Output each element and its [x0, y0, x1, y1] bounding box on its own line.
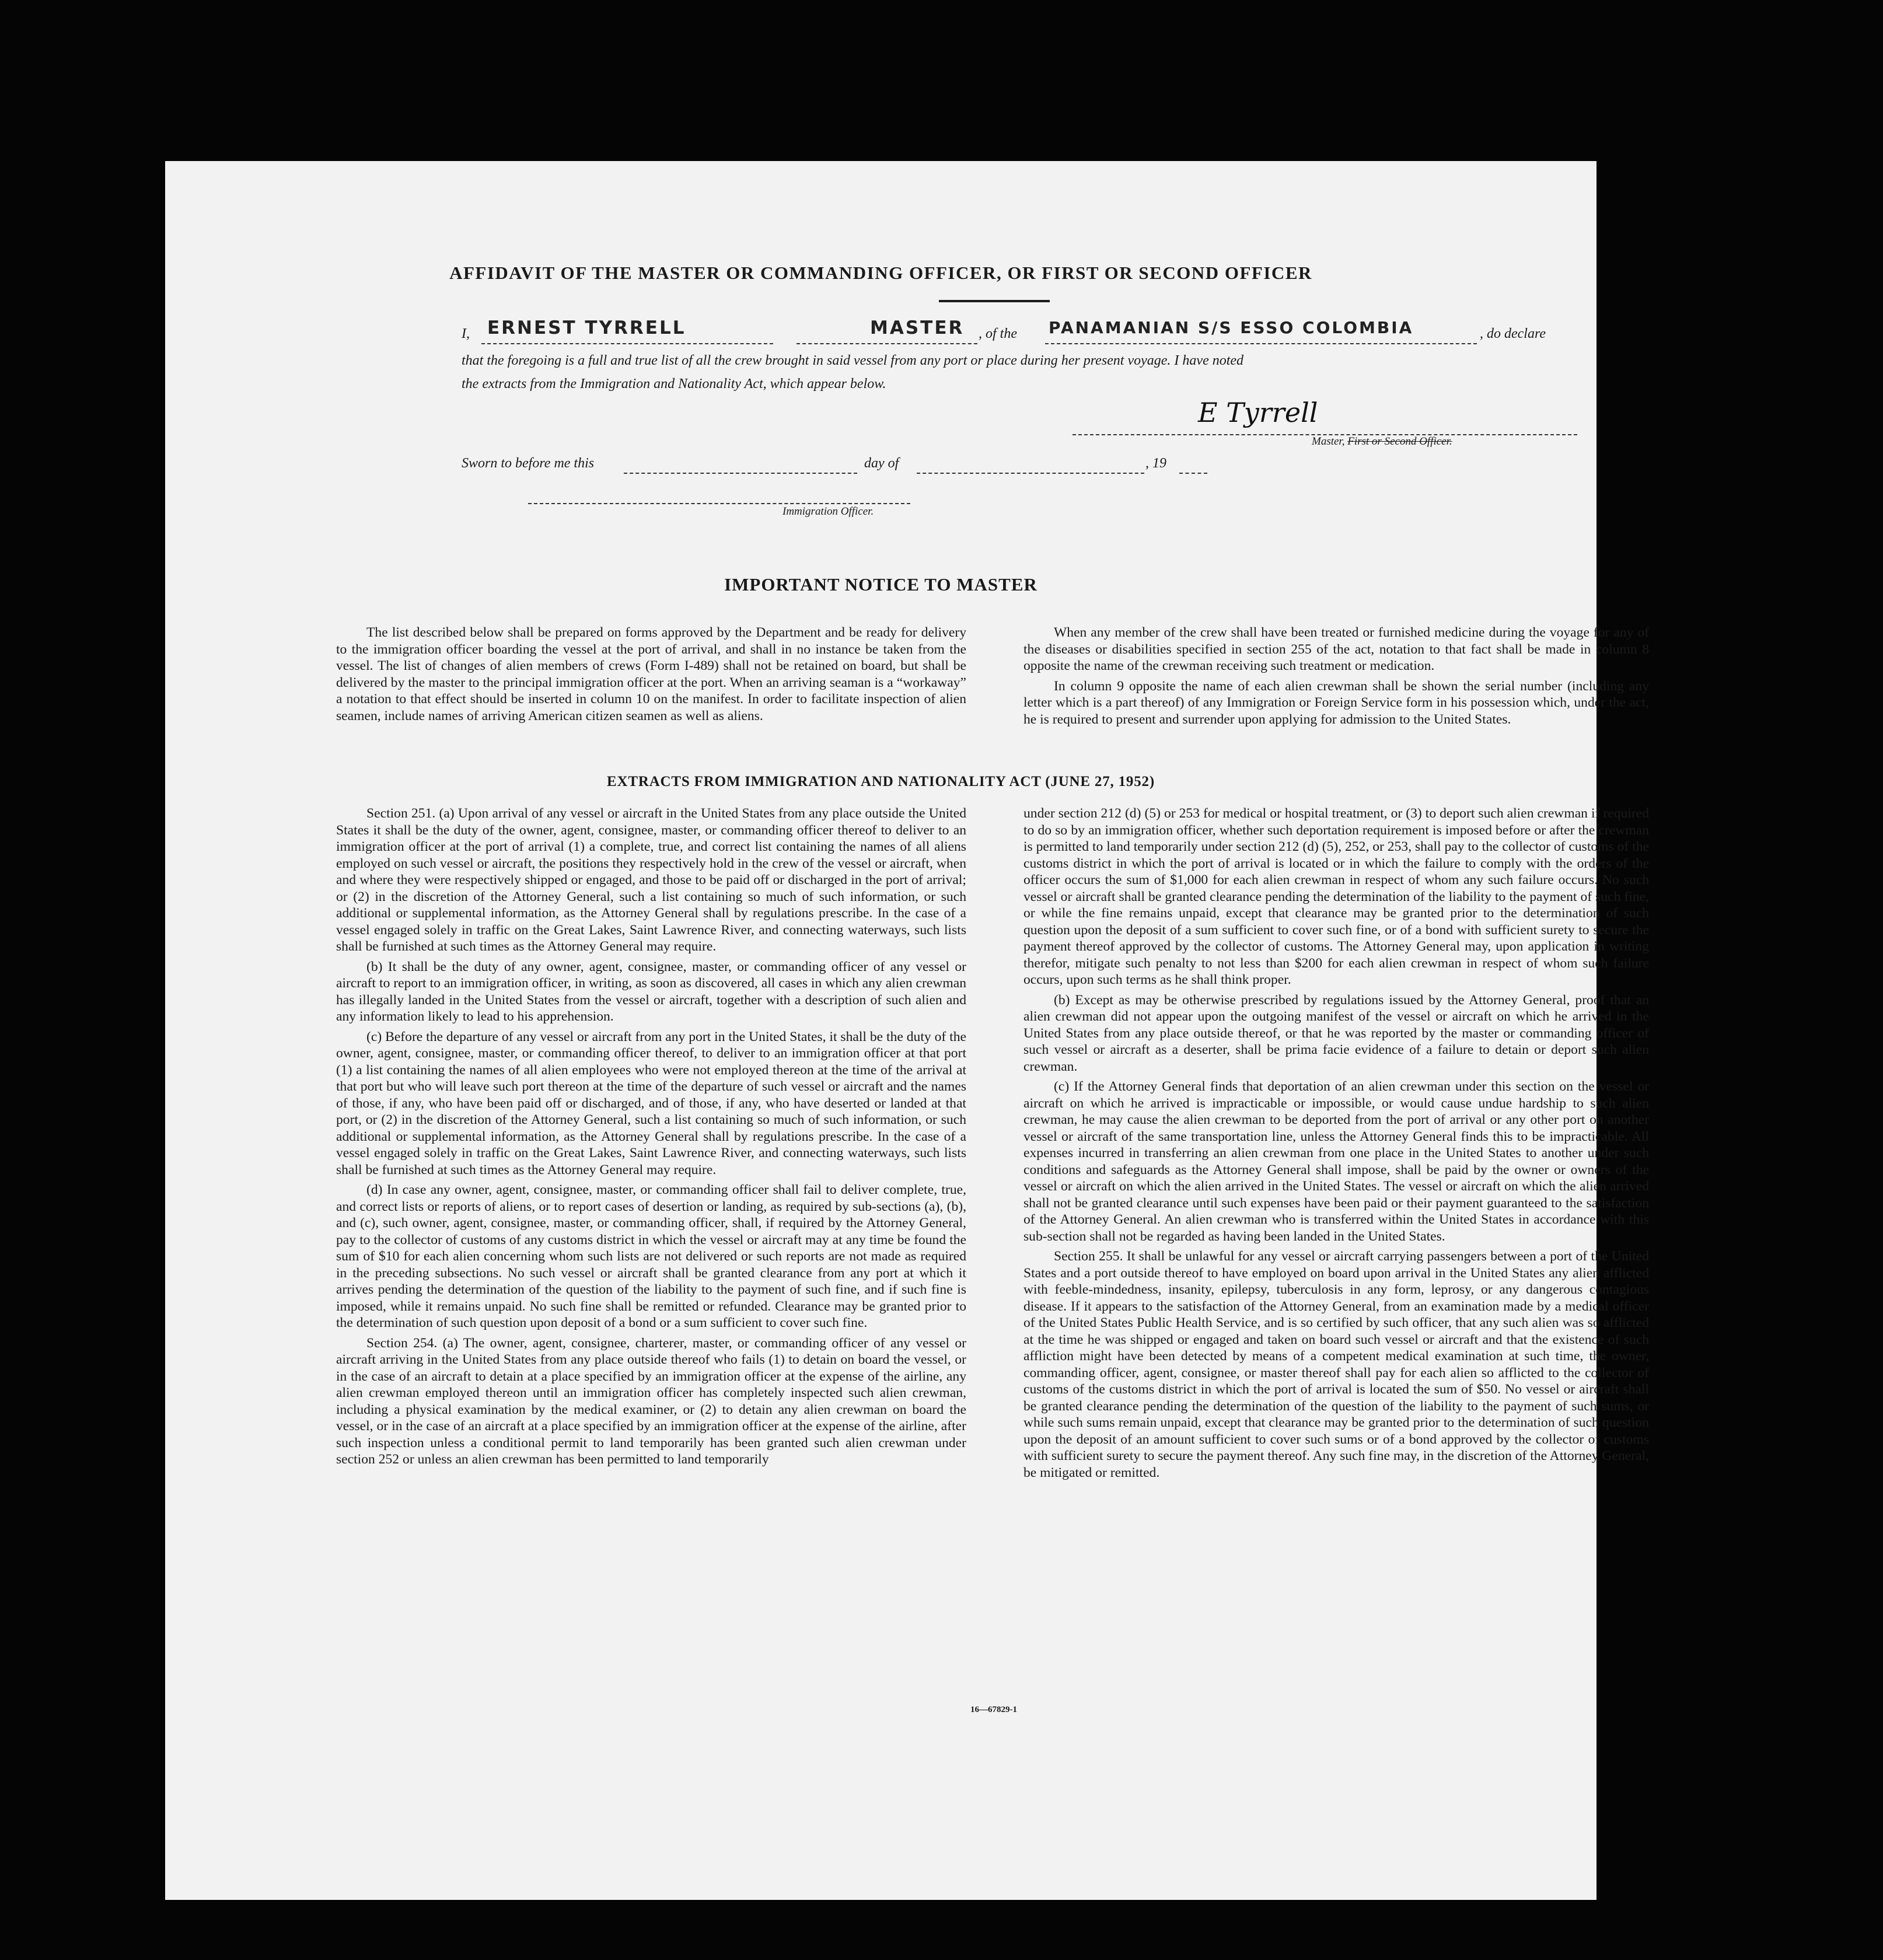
affidavit-title: AFFIDAVIT OF THE MASTER OR COMMANDING OFFICER, OR FIRST OR SECOND OFFICER — [449, 263, 1312, 283]
form-number: 16—67829-1 — [970, 1705, 1017, 1714]
punch-hole-right — [1726, 233, 1758, 265]
sworn-line — [462, 450, 1576, 476]
punch-hole-left — [1637, 231, 1672, 261]
section-251d: (d) In case any owner, agent, consignee, master, or commanding officer shall fail to deliver complete, true, and correct lists or reports of aliens, or to report cases of desertion or landing, as required by sub-sections (a), (b), and (c), such owner, agent, consignee, master, or commanding officer, shall, if required by the Attorney General, pay to the collector of customs of any customs district in which the vessel or aircraft may at any time be found the sum of $10 for each alien concerning whom such lists are not delivered or such reports are not made as required in the preceding subsections. No such vessel or aircraft shall be granted clearance from any port at which it arrives pending the determination of the question of the liability to the payment of such fine, and if such fine is imposed, while it remains unpaid. No such fine shall be remitted or refunded. Clearance may be granted prior to the determination of such question upon deposit of a bond or a sum sufficient to cover such fine. — [336, 1182, 966, 1330]
signer-role-master: Master, — [1312, 435, 1345, 448]
section-251b: (b) It shall be the duty of any owner, agent, consignee, master, or commanding officer of any vessel or aircraft to report to an immigration officer, in writing, as soon as discovered, all cases in which any alien crewman has illegally landed in the United States from the vessel or aircraft, together with a description of such alien and any information likely to lead to his apprehension. — [336, 959, 966, 1024]
section-251a: Section 251. (a) Upon arrival of any vessel or aircraft in the United States from any place outside the United States it shall be the duty of the owner, agent, consignee, master, or commanding officer thereof to deliver to an immigration officer at the port of arrival (1) a complete, true, and correct list containing the names of all aliens employed on such vessel or aircraft, the positions they respectively hold in the crew of the vessel or aircraft, when and where they were respectively shipped or engaged, and those to be paid off or discharged in the port of arrival; or (2) in the discretion of the Attorney General, such a list containing so much of such information, or such additional or supplemental information, as the Attorney General shall by regulations prescribe. In the case of a vessel engaged solely in traffic on the Great Lakes, Saint Lawrence River, and connecting waterways, such lists shall be furnished at such times as the Attorney General may require. — [336, 806, 966, 954]
section-251c: (c) Before the departure of any vessel or aircraft from any port in the United States, it shall be the duty of the owner, agent, consignee, master, or commanding officer thereof, to deliver to an immigration officer at that port (1) a list containing the names of all alien employees who were not employed thereon at the time of the arrival at that port but who will leave such port thereon at the time of the departure of such vessel or aircraft and the names of those, if any, who have been paid off or discharged, and of those, if any, who have deserted or landed at that port, or (2) in the discretion of the Attorney General, such a list containing so much of such information, or such additional or supplemental information, as the Attorney General shall by regulations prescribe. In the case of a vessel engaged solely in traffic on the Great Lakes, Saint Lawrence River, and connecting waterways, such lists shall be furnished at such times as the Attorney General may require. — [336, 1029, 966, 1178]
signature-line — [1072, 413, 1577, 435]
vessel-name: PANAMANIAN S/S ESSO COLOMBIA — [1049, 318, 1414, 337]
sworn-label: Sworn to before me this — [462, 456, 595, 471]
master-rank: MASTER — [870, 317, 965, 338]
extracts-right-column — [1023, 805, 1649, 1484]
notice-left-column — [336, 624, 966, 728]
notice-title: IMPORTANT NOTICE TO MASTER — [724, 574, 1037, 595]
extracts-left-column — [336, 805, 966, 1472]
signer-role — [1312, 435, 1452, 448]
title-underline — [939, 300, 1050, 302]
master-signature: E Tyrrell — [1198, 397, 1318, 428]
signer-role-struck: First or Second Officer. — [1347, 435, 1452, 448]
section-255: Section 255. It shall be unlawful for any vessel or aircraft carrying passengers between a port of the United States and a port outside thereof to have employed on board upon arrival in the United States any alien afflicted with feeble-mindedness, insanity, epilepsy, tuberculosis in any form, leprosy, or any dangerous contagious disease. If it appears to the satisfaction of the Attorney General, from an examination made by a medical officer of the United States Public Health Service, and is so certified by such officer, that any such alien was so afflicted at the time he was shipped or engaged and taken on board such vessel or aircraft and that the existence of such affliction might have been detected by means of a competent medical examination at such time, the owner, commanding officer, agent, consignee, or master thereof shall pay for each alien so afflicted to the collector of customs of the customs district in which the port of arrival is located the sum of $50. No vessel or aircraft shall be granted clearance pending the determination of the question of the liability to the payment of such sums, or while such sums remain unpaid, except that clearance may be granted prior to the determination of such question upon the deposit of an amount sufficient to cover such sums or of a bond approved by the collector of customs with sufficient surety to secure the payment thereof. Any such fine may, in the discretion of the Attorney General, be mitigated or remitted. — [1023, 1249, 1649, 1480]
extracts-title: EXTRACTS FROM IMMIGRATION AND NATIONALITY ACT (JUNE 27, 1952) — [607, 774, 1155, 789]
declaration-line-3: the extracts from the Immigration and Nationality Act, which appear below. — [462, 376, 886, 392]
immigration-officer-line — [528, 482, 910, 504]
crewman-name: ERNEST TYRRELL — [487, 317, 686, 338]
day-of-label: day of — [864, 456, 899, 471]
sworn-day-field — [624, 452, 857, 474]
section-254c: (c) If the Attorney General finds that deportation of an alien crewman under this section on the vessel or aircraft on which he arrived is impracticable or impossible, or would cause undue hardship to such alien crewman, he may cause the alien crewman to be deported from the port of arrival or any other port on another vessel or aircraft of the same transportation line, unless the Attorney General finds this to be impracticable. All expenses incurred in transferring an alien crewman from one place in the United States to another under such conditions and safeguards as the Attorney General shall impose, shall be paid by the owner or owners of the vessel or aircraft on which the alien arrived in the United States. The vessel or aircraft on which the alien arrived shall not be granted clearance until such expenses have been paid or their payment guaranteed to the satisfaction of the Attorney General. An alien crewman who is transferred within the United States in accordance with this sub-section shall not be regarded as having been landed in the United States. — [1023, 1079, 1649, 1244]
do-declare-label: , do declare — [1480, 326, 1546, 341]
notice-right-paragraph-1: When any member of the crew shall have been treated or furnished medicine during the voyage for any of the diseases or disabilities specified in section 255 of the act, notation to that fact shall be made in column 8 opposite the name of the crewman receiving such treatment or medication. — [1023, 625, 1649, 673]
of-the-label: , of the — [979, 326, 1017, 341]
sworn-year-field — [1179, 452, 1207, 474]
declaration-line-2: that the foregoing is a full and true list of all the crew brought in said vessel from any port or place during her present voyage. I have noted — [462, 353, 1244, 368]
section-254a: Section 254. (a) The owner, agent, consignee, charterer, master, or commanding officer of any vessel or aircraft arriving in the United States from any place outside thereof who fails (1) to detain on board the vessel, or in the case of an aircraft to detain at a place specified by an immigration officer at the expense of the airline, any alien crewman employed thereon until an immigration officer has completely inspected such alien crewman, including a physical examination by the medical examiner, or (2) to detain any alien crewman on board the vessel, or in the case of an aircraft at a place specified by an immigration officer at the expense of the airline, after such inspection unless a conditional permit to land temporarily has been granted such alien crewman under section 252 or unless an alien crewman has been permitted to land temporarily — [336, 1335, 966, 1467]
section-254a-continued: under section 212 (d) (5) or 253 for medical or hospital treatment, or (3) to deport such alien crewman if required to do so by an immigration officer, whether such deportation requirement is imposed before or after the crewman is permitted to land temporarily under section 212 (d) (5), 252, or 253, shall pay to the collector of customs of the customs district in which the port of arrival is located or in which the failure to comply with the orders of the officer occurs the sum of $1,000 for each alien crewman in respect of whom any such failure occurs. No such vessel or aircraft shall be granted clearance pending the determination of the liability to the payment of such fine, or while the fine remains unpaid, except that clearance may be granted prior to the determination of such question upon the deposit of a sum sufficient to cover such fine, or of a bond with sufficient surety to secure the payment thereof approved by the collector of customs. The Attorney General may, upon application in writing therefor, mitigate such penalty to not less than $200 for each alien crewman in respect of whom such failure occurs, upon such terms as he shall think proper. — [1023, 806, 1649, 987]
year-label: , 19 — [1145, 456, 1166, 471]
declaration-i: I, — [462, 326, 470, 341]
section-254b: (b) Except as may be otherwise prescribed by regulations issued by the Attorney General, proof that an alien crewman did not appear upon the outgoing manifest of the vessel or aircraft on which he arrived in the United States from any place outside thereof, or that he was reported by the master or commanding officer of such vessel or aircraft as a deserter, shall be prima facie evidence of a failure to detain or deport such alien crewman. — [1023, 992, 1649, 1074]
document-page — [165, 161, 1649, 1900]
sworn-month-field — [917, 452, 1144, 474]
notice-right-column — [1023, 624, 1649, 731]
notice-left-paragraph: The list described below shall be prepared on forms approved by the Department and be ready for delivery to the immigration officer boarding the vessel at the port of arrival, and shall in no instance be taken from the vessel. The list of changes of alien members of crews (Form I-489) shall not be retained on board, but shall be delivered by the master to the principal immigration officer at the port. When an arriving seaman is a “workaway” a notation to that effect should be inserted in column 10 on the manifest. In order to facilitate inspection of alien seamen, include names of arriving American citizen seamen as well as aliens. — [336, 625, 966, 724]
notice-right-paragraph-2: In column 9 opposite the name of each alien crewman shall be shown the serial number (including any letter which is a part thereof) of any Immigration or Foreign Service form in his possession which, under the act, he is required to present and surrender upon applying for admission to the United States. — [1023, 678, 1649, 727]
immigration-officer-label: Immigration Officer. — [782, 505, 874, 518]
declaration-line-1 — [462, 317, 1576, 347]
